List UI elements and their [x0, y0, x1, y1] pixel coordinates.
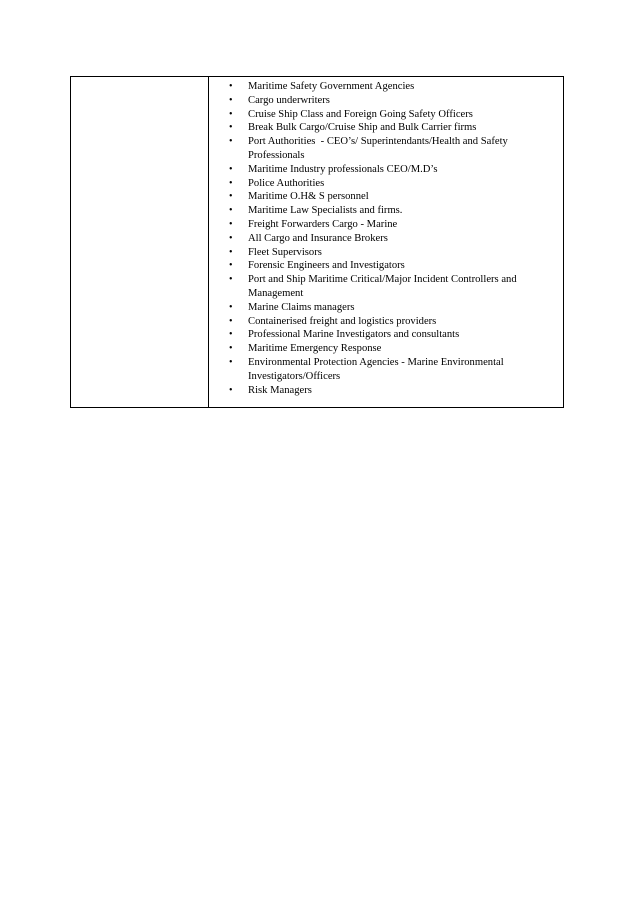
list-item-text: Freight Forwarders Cargo - Marine	[248, 218, 398, 230]
table-right-cell	[209, 77, 563, 407]
audience-list	[209, 80, 563, 397]
list-item-text: Forensic Engineers and Investigators	[248, 260, 405, 272]
list-item	[209, 204, 563, 218]
bullet-icon: •	[229, 218, 233, 230]
list-item	[209, 190, 563, 204]
bullet-icon: •	[229, 343, 233, 355]
list-item-text: Maritime Industry professionals CEO/M.D’s	[248, 163, 438, 175]
list-item	[209, 135, 563, 163]
list-item-text: Maritime O.H& S personnel	[248, 191, 369, 203]
bullet-icon: •	[229, 122, 233, 134]
list-item	[209, 108, 563, 122]
list-item	[209, 328, 563, 342]
list-item-text: Containerised freight and logistics providers	[248, 315, 437, 327]
bullet-icon: •	[229, 136, 233, 148]
bullet-icon: •	[229, 81, 233, 92]
list-item-text: Marine Claims managers	[248, 301, 355, 313]
list-item	[209, 94, 563, 108]
bullet-icon: •	[229, 274, 233, 286]
list-item-text: Environmental Protection Agencies - Marine Environmental Investigators/Officers	[248, 356, 504, 382]
audience-table	[70, 76, 564, 408]
bullet-icon: •	[229, 163, 233, 175]
bullet-icon: •	[229, 232, 233, 244]
bullet-icon: •	[229, 177, 233, 189]
bullet-icon: •	[229, 329, 233, 341]
bullet-icon: •	[229, 108, 233, 120]
list-item	[209, 163, 563, 177]
bullet-icon: •	[229, 94, 233, 106]
bullet-icon: •	[229, 260, 233, 272]
list-item-text: Police Authorities	[248, 177, 325, 189]
bullet-icon: •	[229, 356, 233, 368]
list-item-text: Risk Managers	[248, 384, 312, 396]
list-item-text: Fleet Supervisors	[248, 246, 322, 258]
list-item-text: All Cargo and Insurance Brokers	[248, 232, 388, 244]
list-item	[209, 218, 563, 232]
list-item-text: Port and Ship Maritime Critical/Major Incident Controllers and Management	[248, 274, 517, 299]
list-item	[209, 121, 563, 135]
list-item	[209, 273, 563, 301]
list-item	[209, 356, 563, 384]
list-item-text: Cruise Ship Class and Foreign Going Safety Officers	[248, 108, 473, 120]
list-item	[209, 384, 563, 398]
list-item	[209, 246, 563, 260]
bullet-icon: •	[229, 246, 233, 258]
list-item	[209, 259, 563, 273]
list-item-text: Maritime Law Specialists and firms.	[248, 205, 403, 217]
list-item-text: Professional Marine Investigators and consultants	[248, 329, 460, 341]
bullet-icon: •	[229, 315, 233, 327]
bullet-icon: •	[229, 384, 233, 396]
bullet-icon: •	[229, 191, 233, 203]
list-item	[209, 232, 563, 246]
list-item	[209, 342, 563, 356]
list-item	[209, 80, 563, 94]
list-item	[209, 301, 563, 315]
list-item-text: Break Bulk Cargo/Cruise Ship and Bulk Carrier firms	[248, 122, 477, 134]
table-left-cell	[71, 77, 209, 407]
bullet-icon: •	[229, 301, 233, 313]
list-item-text: Cargo underwriters	[248, 94, 330, 106]
list-item-text: Port Authorities - CEO’s/ Superintendants/Health and Safety Professionals	[248, 136, 511, 161]
list-item	[209, 315, 563, 329]
bullet-icon: •	[229, 205, 233, 217]
list-item-text: Maritime Emergency Response	[248, 343, 382, 355]
list-item	[209, 177, 563, 191]
list-item-text: Maritime Safety Government Agencies	[248, 81, 415, 92]
